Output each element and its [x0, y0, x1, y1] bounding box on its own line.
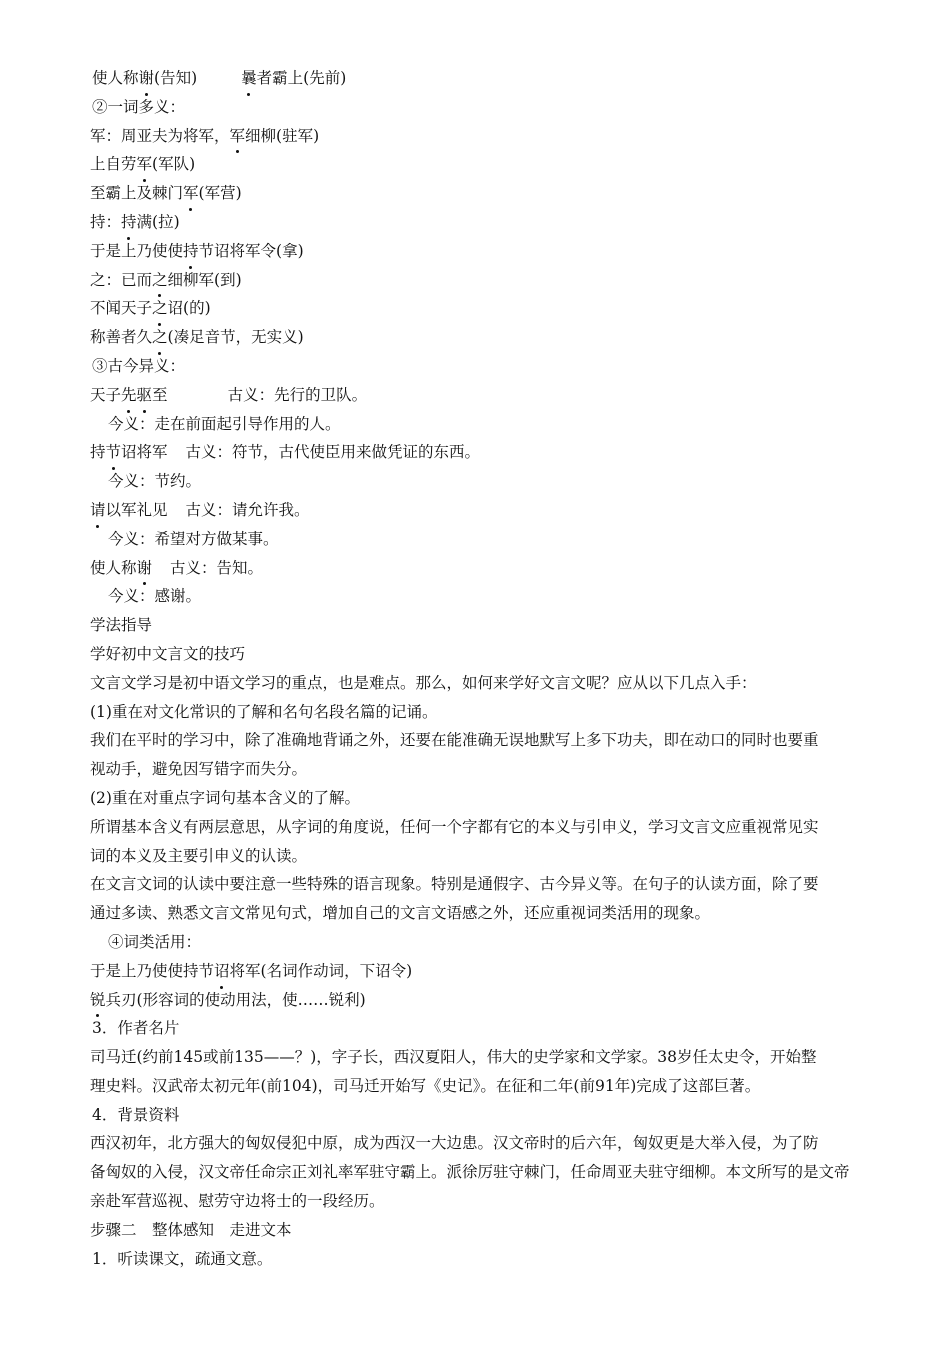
text-line: 持：持满(拉)	[90, 208, 892, 237]
emphasized-char: 之	[152, 266, 168, 295]
text-line: 称善者久之(凑足音节，无实义)	[90, 323, 892, 352]
section-heading-ancient-modern: ③古今异义：	[92, 356, 186, 375]
text-line: (1)重在对文化常识的了解和名句名段名篇的记诵。	[90, 702, 438, 721]
text-line: 司马迁(约前145或前135——？)，字子长，西汉夏阳人，伟大的史学家和文学家。38岁任太史令，开始整	[90, 1048, 817, 1067]
text-line: 持节诏将军 古义：符节，古代使臣用来做凭证的东西。	[90, 438, 892, 467]
emphasized-char: 谢	[139, 64, 155, 93]
text-line: 上自劳军(军队)	[90, 150, 892, 179]
section-heading-word-class: ④词类活用：	[108, 932, 202, 951]
text-line: 1．听读课文，疏通文意。	[92, 1249, 273, 1268]
document-page	[92, 64, 892, 1273]
heading-background: 4．背景资料	[92, 1105, 180, 1124]
text-line: 请以军礼见 古义：请允许我。	[90, 496, 892, 525]
emphasized-char: 军	[230, 122, 246, 151]
emphasized-char: 军	[137, 150, 153, 179]
text-line: 理史料。汉武帝太初元年(前104)，司马迁开始写《史记》。在征和二年(前91年)完成了这部巨著。	[90, 1076, 761, 1095]
text-line: 亲赴军营巡视、慰劳守边将士的一段经历。	[90, 1192, 385, 1211]
text: (告知)	[154, 69, 198, 87]
emphasized-char: 谢	[137, 554, 153, 583]
text-line: 西汉初年，北方强大的匈奴侵犯中原，成为西汉一大边患。汉文帝时的后六年，匈奴更是大举入侵，为了防	[90, 1134, 819, 1153]
text-line: 不闻天子之诏(的)	[90, 294, 892, 323]
text-line: 今义：节约。	[108, 472, 202, 491]
text-line: 之：已而之细柳军(到)	[90, 266, 892, 295]
heading-study-tips: 学好初中文言文的技巧	[90, 644, 246, 663]
emphasized-char: 之	[152, 323, 168, 352]
text-line: (2)重在对重点字词句基本含义的了解。	[90, 788, 360, 807]
emphasized-char: 军	[183, 179, 199, 208]
text-line: 至霸上及棘门军(军营)	[90, 179, 892, 208]
text-line: 通过多读、熟悉文言文常见句式，增加自己的文言文语感之外，还应重视词类活用的现象。	[90, 904, 711, 923]
text-line: 备匈奴的入侵，汉文帝任命宗正刘礼率军驻守霸上。派徐厉驻守棘门，任命周亚夫驻守细柳。本文所写的是文帝	[90, 1163, 850, 1182]
emphasized-char: 锐	[90, 986, 106, 1015]
text-line: 今义：走在前面起引导作用的人。	[108, 414, 341, 433]
emphasized-char: 持	[183, 237, 199, 266]
text-line: 于是上乃使使持节诏将军令(拿)	[90, 237, 892, 266]
text-line: 使人称谢 古义：告知。	[90, 554, 892, 583]
emphasized-char: 请	[90, 496, 106, 525]
emphasized-char: 诏	[214, 957, 230, 986]
text-line: 天子先驱至 古义：先行的卫队。	[90, 381, 892, 410]
text-line: 于是上乃使使持节诏将军(名词作动词，下诏令)	[90, 957, 892, 986]
emphasized-char: 之	[152, 294, 168, 323]
heading-author: 3．作者名片	[92, 1019, 180, 1038]
text: 者霸上(先前)	[256, 69, 347, 87]
text-line: 在文言文词的认读中要注意一些特殊的语言现象。特别是通假字、古今异义等。在句子的认读方面，除了要	[90, 875, 819, 894]
emphasized-char: 曩	[241, 64, 257, 93]
text-line: 军：周亚夫为将军，军细柳(驻军)	[90, 122, 892, 151]
text-line: 文言文学习是初中语文学习的重点，也是难点。那么，如何来学好文言文呢？应从以下几点入手：	[90, 673, 757, 692]
text-line: 今义：感谢。	[108, 587, 202, 606]
heading-study-guide: 学法指导	[90, 616, 153, 635]
emphasized-char: 驱	[137, 381, 153, 410]
text-line: 今义：希望对方做某事。	[108, 529, 279, 548]
text-line: 视动手，避免因写错字而失分。	[90, 760, 308, 779]
section-heading-polysemy: ②一词多义：	[92, 97, 186, 116]
text-line	[92, 64, 892, 93]
text-line: 我们在平时的学习中，除了准确地背诵之外，还要在能准确无误地默写上多下功夫，即在动口的同时也要重	[90, 731, 819, 750]
text-line: 所谓基本含义有两层意思，从字词的角度说，任何一个字都有它的本义与引申义，学习文言文应重视常见实	[90, 817, 819, 836]
text-line: 词的本义及主要引申义的认读。	[90, 846, 308, 865]
text: 使人称	[92, 69, 139, 87]
heading-step-two: 步骤二 整体感知 走进文本	[90, 1220, 292, 1239]
emphasized-char: 持	[121, 208, 137, 237]
text-line: 锐兵刃(形容词的使动用法，使……锐利)	[90, 986, 892, 1015]
emphasized-char: 节	[106, 438, 122, 467]
emphasized-char: 先	[121, 381, 137, 410]
